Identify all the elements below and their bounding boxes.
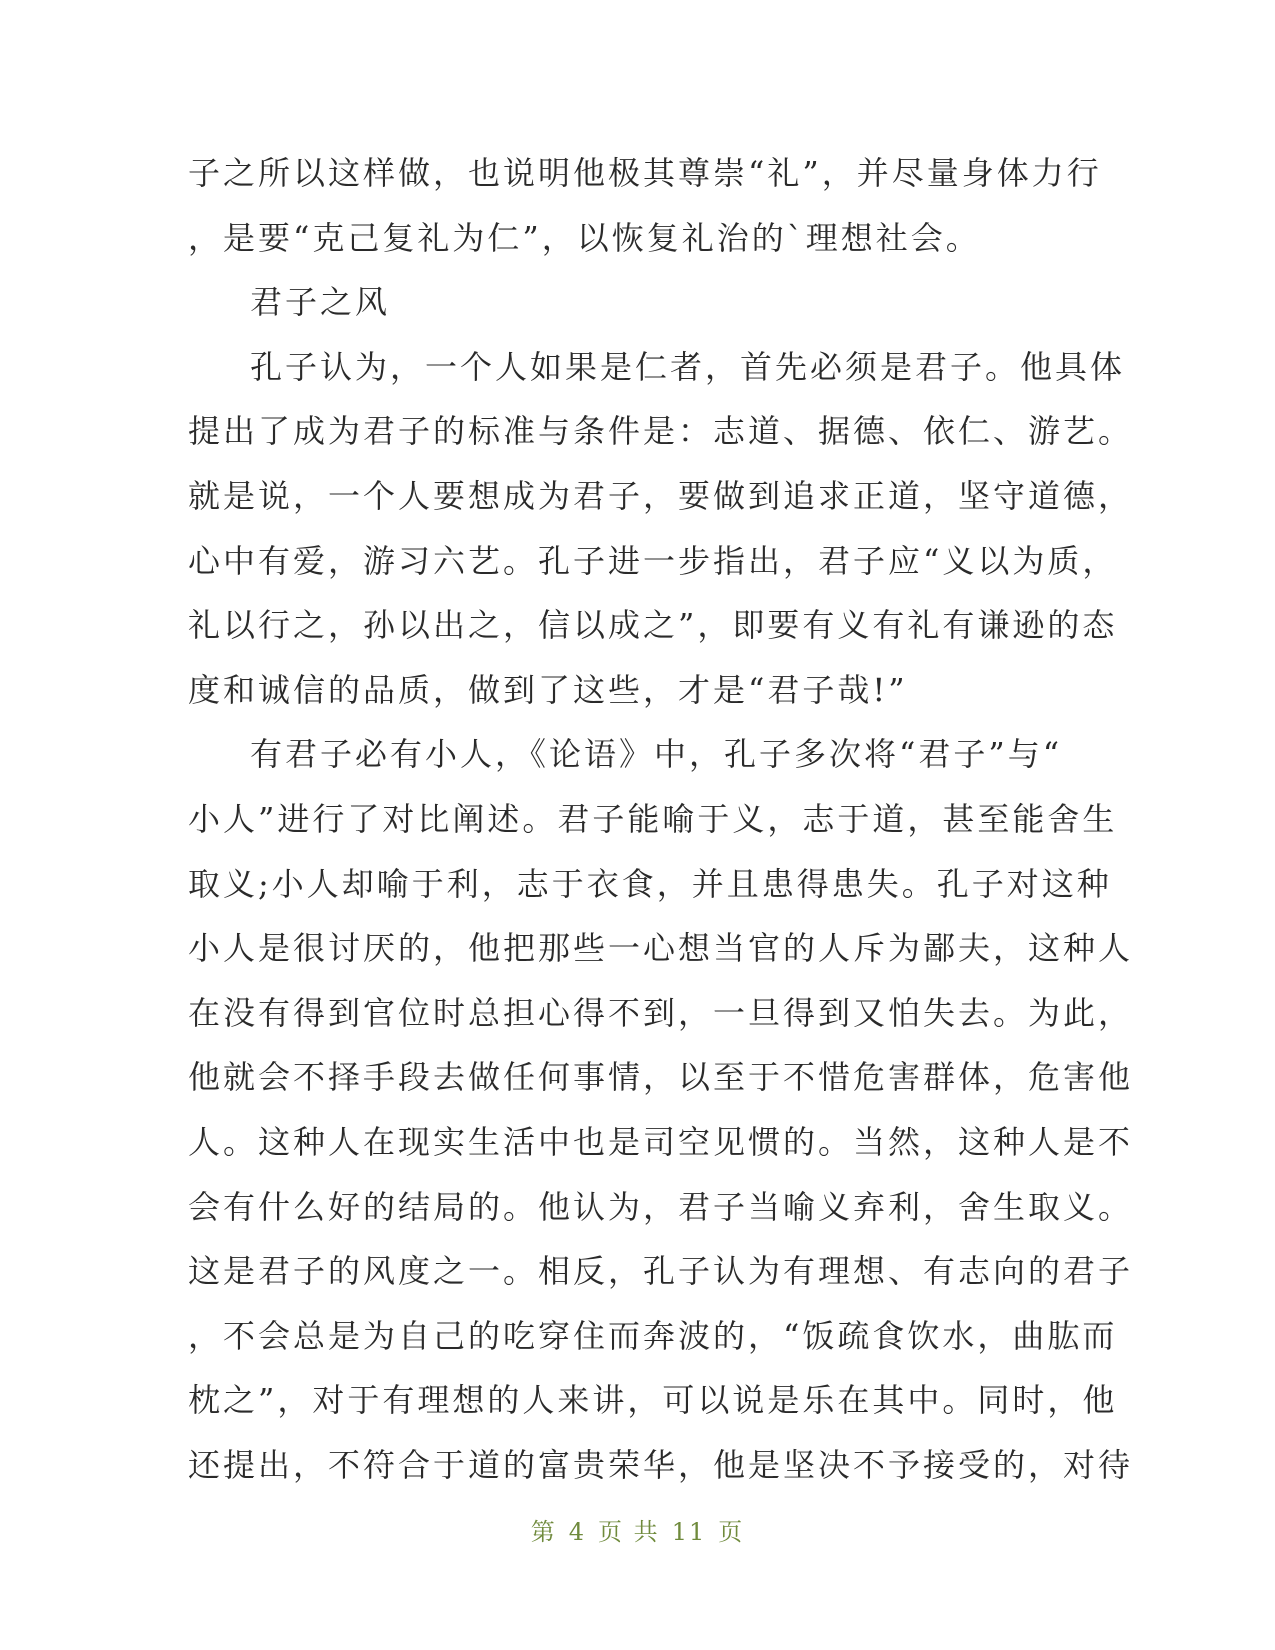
text-line: 枕之”，对于有理想的人来讲，可以说是乐在其中。同时，他 <box>188 1381 1118 1420</box>
text-line: 还提出，不符合于道的富贵荣华，他是坚决不予接受的，对待 <box>188 1445 1134 1484</box>
footer-prefix: 第 <box>530 1518 557 1546</box>
page-footer <box>0 1512 1275 1547</box>
text-line: 心中有爱，游习六艺。孔子进一步指出，君子应“义以为质， <box>188 541 1118 580</box>
footer-page-number: 4 <box>568 1518 587 1546</box>
text-line: 会有什么好的结局的。他认为，君子当喻义弃利，舍生取义。 <box>188 1187 1134 1226</box>
footer-suffix: 页 <box>718 1518 745 1546</box>
text-line: 在没有得到官位时总担心得不到，一旦得到又怕失去。为此， <box>188 993 1134 1032</box>
body-text <box>188 141 1134 1497</box>
text-line: 人。这种人在现实生活中也是司空见惯的。当然，这种人是不 <box>188 1122 1134 1161</box>
text-line: ，是要“克己复礼为仁”，以恢复礼治的`理想社会。 <box>188 218 981 257</box>
text-line: 这是君子的风度之一。相反，孔子认为有理想、有志向的君子 <box>188 1252 1134 1291</box>
text-line: 度和诚信的品质，做到了这些，才是“君子哉!” <box>188 670 908 709</box>
footer-middle: 页 共 <box>598 1518 660 1546</box>
text-line: 提出了成为君子的标准与条件是：志道、据德、依仁、游艺。 <box>188 412 1134 451</box>
text-line: ，不会总是为自己的吃穿住而奔波的，“饭疏食饮水，曲肱而 <box>188 1316 1118 1355</box>
text-line: 孔子认为，一个人如果是仁者，首先必须是君子。他具体 <box>250 347 1126 386</box>
text-line: 礼以行之，孙以出之，信以成之”，即要有义有礼有谦逊的态 <box>188 606 1118 645</box>
section-heading: 君子之风 <box>250 283 391 322</box>
text-line: 有君子必有小人，《论语》中，孔子多次将“君子”与“ <box>250 735 1063 774</box>
footer-total-pages: 11 <box>671 1518 707 1546</box>
text-line: 他就会不择手段去做任何事情，以至于不惜危害群体，危害他 <box>188 1058 1134 1097</box>
text-line: 取义;小人却喻于利，志于衣食，并且患得患失。孔子对这种 <box>188 864 1112 903</box>
text-line: 就是说，一个人要想成为君子，要做到追求正道，坚守道德， <box>188 476 1134 515</box>
text-line: 小人是很讨厌的，他把那些一心想当官的人斥为鄙夫，这种人 <box>188 929 1134 968</box>
text-line: 子之所以这样做，也说明他极其尊崇“礼”，并尽量身体力行 <box>188 154 1102 192</box>
text-line: 小人”进行了对比阐述。君子能喻于义，志于道，甚至能舍生 <box>188 799 1118 838</box>
